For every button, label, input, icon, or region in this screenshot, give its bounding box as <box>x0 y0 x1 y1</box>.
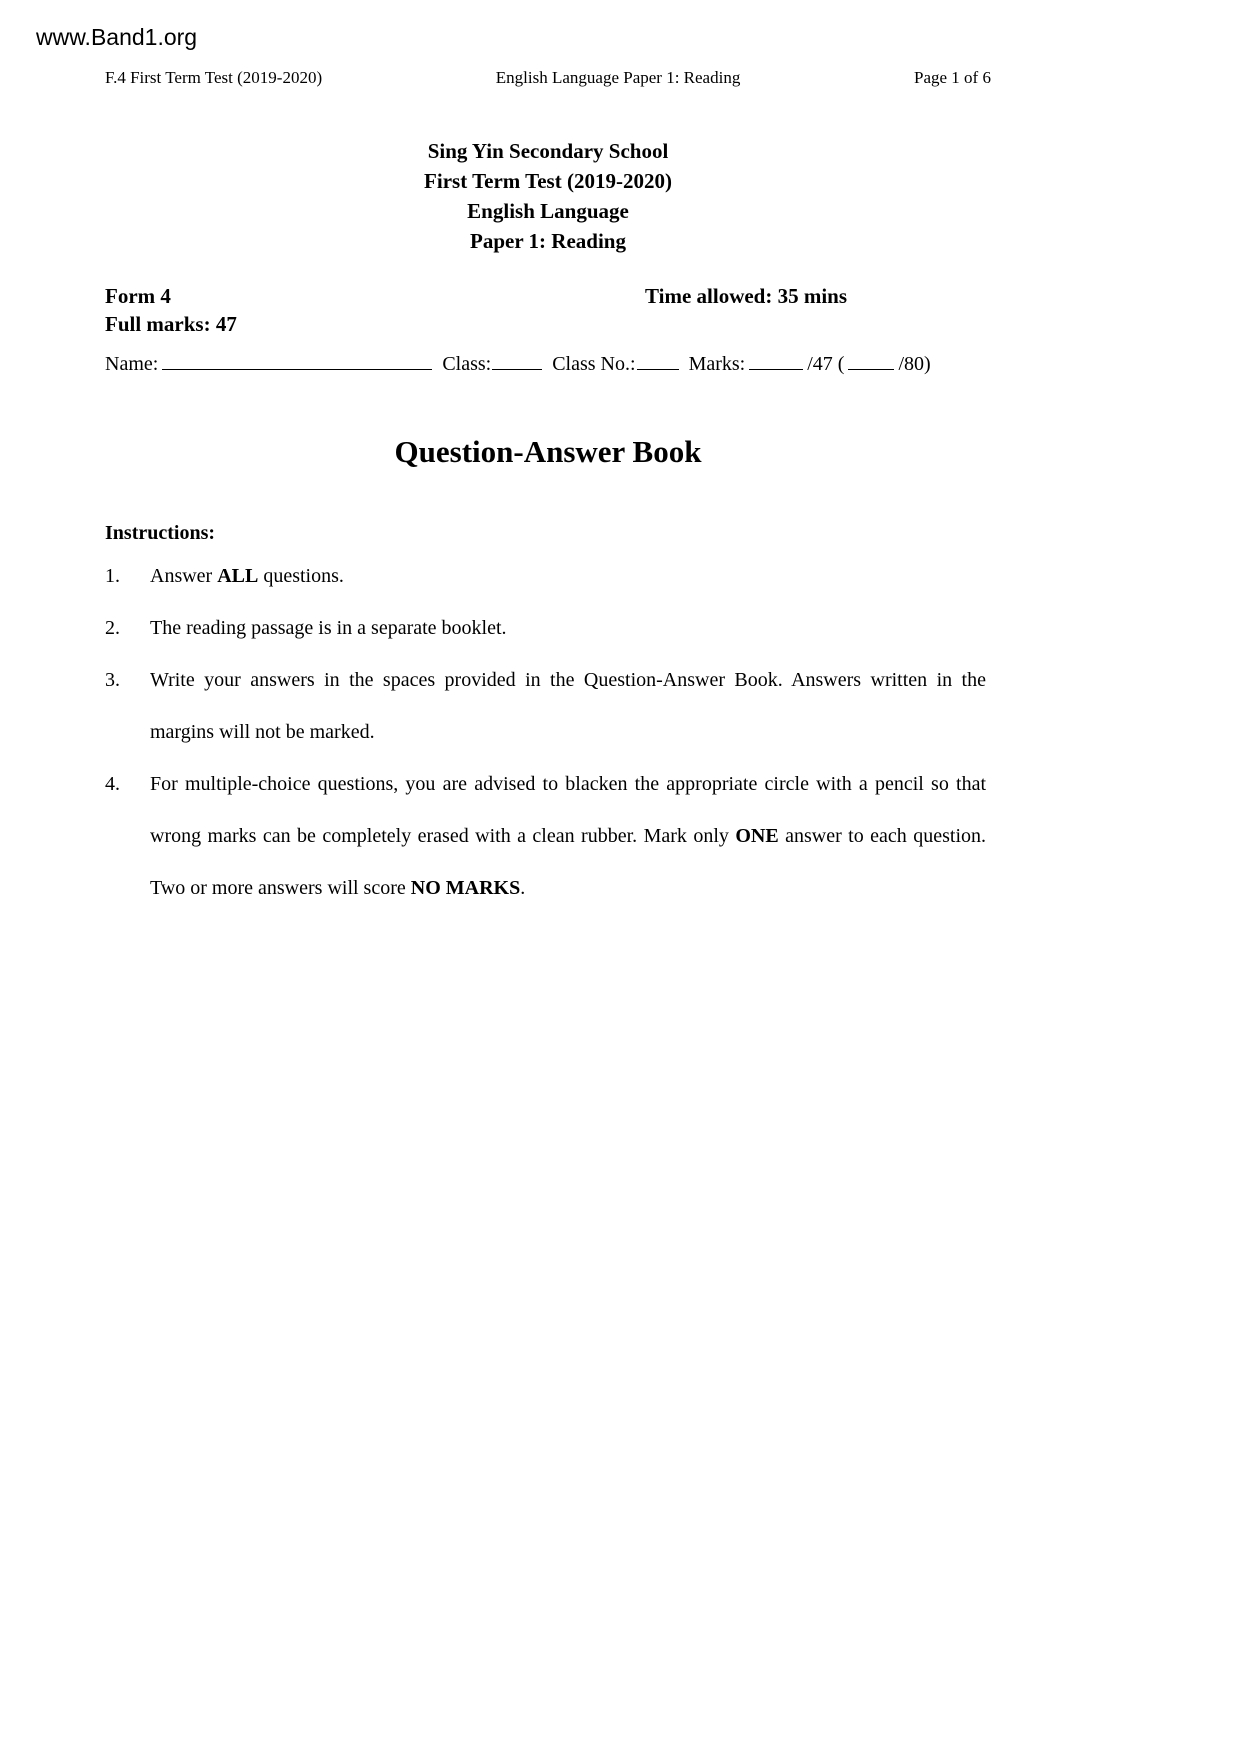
school-name: Sing Yin Secondary School <box>427 139 669 163</box>
instruction-text <box>150 654 986 758</box>
title-block <box>105 136 991 256</box>
form-label: Form 4 <box>105 284 171 308</box>
instruction-number: 3. <box>105 669 120 691</box>
header-test-name: F.4 First Term Test (2019-2020) <box>105 68 323 87</box>
candidate-info-line <box>105 352 991 376</box>
exam-info <box>105 282 991 338</box>
subject-title: English Language <box>467 199 629 223</box>
watermark-band1: www.Band1.org <box>36 24 198 50</box>
test-title: First Term Test (2019-2020) <box>424 169 672 193</box>
instruction-text-part: questions. <box>258 565 344 587</box>
instruction-number: 4. <box>105 773 120 795</box>
instruction-number: 1. <box>105 565 120 587</box>
instruction-item <box>105 602 991 654</box>
instructions-heading: Instructions: <box>105 522 216 544</box>
instruction-text-part-bold: ALL <box>217 565 259 587</box>
instruction-text <box>150 550 986 602</box>
instruction-text-part: . <box>520 877 526 899</box>
class-no-blank <box>637 352 679 370</box>
instruction-item <box>105 654 991 758</box>
paper-title: Paper 1: Reading <box>470 229 626 253</box>
marks-total-label: /80) <box>898 353 931 375</box>
instruction-text-part: The reading passage is in a separate booklet. <box>150 617 507 639</box>
marks-blank <box>749 352 803 370</box>
header-paper-name: English Language Paper 1: Reading <box>495 68 741 87</box>
instruction-text-part: For multiple-choice questions, you are advised to blacken the appropriate circle with a pencil so that wrong marks can be completely erased with a clean rubber. Mark only <box>150 773 986 847</box>
marks-out-of-label: /47 ( <box>807 353 845 375</box>
instruction-item <box>105 758 991 914</box>
instruction-number: 2. <box>105 617 120 639</box>
instruction-text-part: Answer <box>150 565 218 587</box>
header-page-indicator: Page 1 of 6 <box>914 68 991 87</box>
marks-paren-blank <box>848 352 894 370</box>
class-blank <box>492 352 542 370</box>
instruction-text-part: Write your answers in the spaces provided in the Question-Answer Book. Answers written in the margins will not be marked. <box>150 669 986 743</box>
instruction-text-part-bold: ONE <box>735 825 779 847</box>
instructions-list <box>105 550 991 914</box>
class-no-label: Class No.: <box>552 353 636 375</box>
name-blank <box>162 352 432 370</box>
instruction-text-part: answer to each question. Two or more answers will score <box>150 825 986 899</box>
instruction-text-part-bold: NO MARKS <box>410 877 521 899</box>
class-label: Class: <box>442 353 492 375</box>
time-allowed-label: Time allowed: 35 mins <box>645 284 848 308</box>
full-marks-label: Full marks: 47 <box>105 312 237 336</box>
name-label: Name: <box>105 353 159 375</box>
book-title: Question-Answer Book <box>394 434 702 469</box>
instruction-item <box>105 550 991 602</box>
page-content <box>105 0 991 1754</box>
marks-label: Marks: <box>688 353 746 375</box>
instruction-text <box>150 602 986 654</box>
page-header <box>105 68 991 88</box>
instruction-text <box>150 758 986 914</box>
